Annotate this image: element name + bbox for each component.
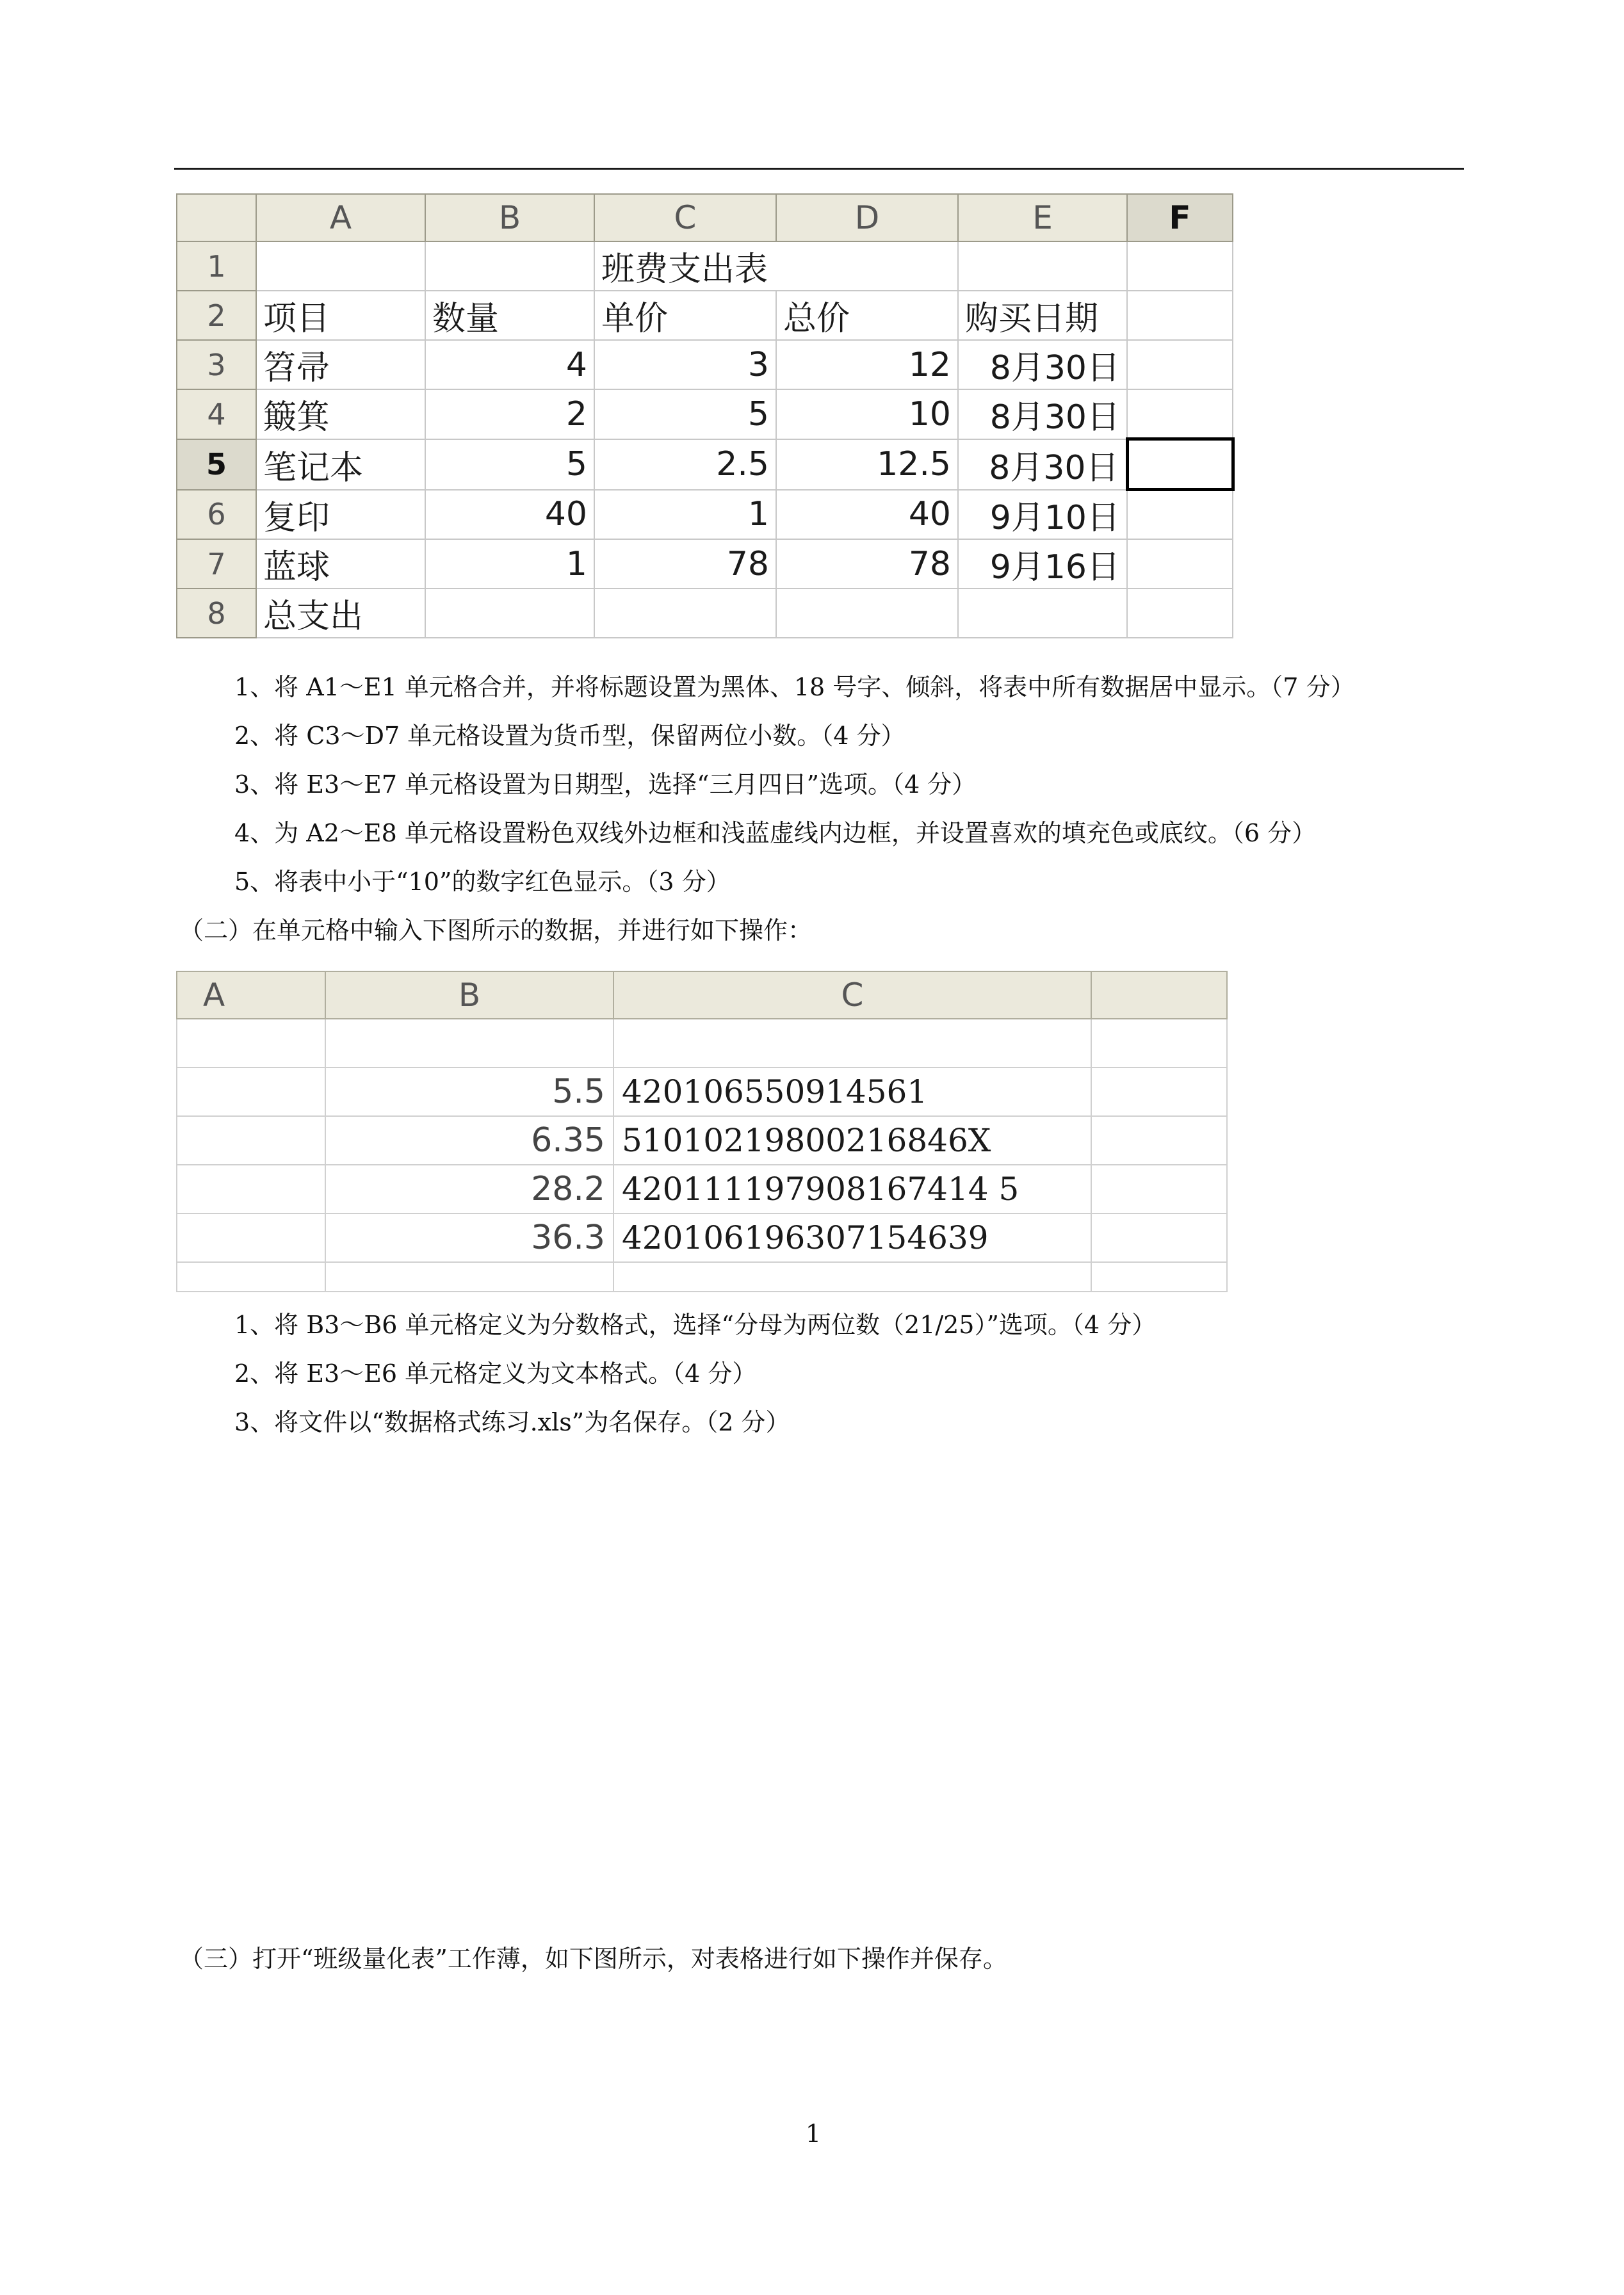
- unit-price-cell[interactable]: 78: [594, 539, 776, 588]
- cell[interactable]: [177, 1213, 325, 1262]
- row-header[interactable]: 6: [177, 490, 256, 540]
- column-header-e[interactable]: E: [958, 194, 1127, 241]
- task-1-5: 5、将表中小于“10”的数字红色显示。（3 分）: [234, 868, 731, 896]
- column-header-d[interactable]: [1091, 971, 1227, 1019]
- cell[interactable]: [776, 588, 958, 638]
- purchase-date-cell[interactable]: 8月30日: [958, 389, 1127, 439]
- total-price-cell[interactable]: 12.5: [776, 439, 958, 490]
- table-row: [177, 1213, 1227, 1262]
- row-header[interactable]: 4: [177, 389, 256, 439]
- cell[interactable]: [1127, 340, 1233, 389]
- header-cell[interactable]: 购买日期: [958, 291, 1127, 340]
- unit-price-cell[interactable]: 2.5: [594, 439, 776, 490]
- quantity-cell[interactable]: 4: [425, 340, 594, 389]
- cell[interactable]: [1091, 1067, 1227, 1116]
- row-header[interactable]: 7: [177, 539, 256, 588]
- number-cell[interactable]: 36.3: [325, 1213, 613, 1262]
- cell[interactable]: [1127, 241, 1233, 291]
- cell[interactable]: [177, 1019, 325, 1067]
- table-row: [177, 539, 1233, 588]
- table-row: [177, 1019, 1227, 1067]
- section-3-title: （三）打开“班级量化表”工作薄，如下图所示，对表格进行如下操作并保存。: [179, 1945, 1007, 1973]
- cell[interactable]: [177, 1262, 325, 1292]
- table-row: [177, 439, 1233, 490]
- table-row: [177, 490, 1233, 540]
- quantity-cell[interactable]: 5: [425, 439, 594, 490]
- column-header-f[interactable]: F: [1127, 194, 1233, 241]
- id-number-cell[interactable]: 420111197908167414 5: [613, 1165, 1091, 1213]
- column-header-row: [177, 971, 1227, 1019]
- cell[interactable]: [325, 1262, 613, 1292]
- cell[interactable]: [1127, 291, 1233, 340]
- item-cell[interactable]: 簸箕: [256, 389, 425, 439]
- column-header-a[interactable]: A: [256, 194, 425, 241]
- table-row: [177, 1262, 1227, 1292]
- select-all-corner[interactable]: [177, 194, 256, 241]
- column-header-row: [177, 194, 1233, 241]
- table-row: [177, 389, 1233, 439]
- id-number-cell[interactable]: 51010219800216846X: [613, 1116, 1091, 1165]
- cell[interactable]: [425, 588, 594, 638]
- expense-spreadsheet: [176, 193, 1235, 638]
- cell[interactable]: [1127, 490, 1233, 540]
- number-cell[interactable]: 5.5: [325, 1067, 613, 1116]
- cell[interactable]: [1127, 588, 1233, 638]
- item-cell[interactable]: 笤帚: [256, 340, 425, 389]
- number-cell[interactable]: 6.35: [325, 1116, 613, 1165]
- task-2-3: 3、将文件以“数据格式练习.xls”为名保存。（2 分）: [234, 1408, 790, 1436]
- cell[interactable]: [177, 1165, 325, 1213]
- total-label-cell[interactable]: 总支出: [256, 588, 425, 638]
- task-1-4: 4、为 A2～E8 单元格设置粉色双线外边框和浅蓝虚线内边框，并设置喜欢的填充色或底纹。（6 分）: [234, 819, 1317, 847]
- row-header-selected[interactable]: 5: [177, 439, 256, 490]
- header-cell[interactable]: 总价: [776, 291, 958, 340]
- cell[interactable]: [1091, 1262, 1227, 1292]
- cell[interactable]: [958, 588, 1127, 638]
- row-header[interactable]: 3: [177, 340, 256, 389]
- row-header[interactable]: 8: [177, 588, 256, 638]
- total-price-cell[interactable]: 12: [776, 340, 958, 389]
- column-header-b[interactable]: B: [325, 971, 613, 1019]
- column-header-c[interactable]: C: [613, 971, 1091, 1019]
- table-row: [177, 1067, 1227, 1116]
- unit-price-cell[interactable]: 5: [594, 389, 776, 439]
- table-row: [177, 291, 1233, 340]
- table-row: [177, 1165, 1227, 1213]
- unit-price-cell[interactable]: 3: [594, 340, 776, 389]
- cell[interactable]: [425, 241, 594, 291]
- cell[interactable]: [177, 1067, 325, 1116]
- task-1-3: 3、将 E3～E7 单元格设置为日期型，选择“三月四日”选项。（4 分）: [234, 770, 977, 799]
- header-rule: [174, 168, 1464, 170]
- id-number-cell[interactable]: 420106550914561: [613, 1067, 1091, 1116]
- task-2-1: 1、将 B3～B6 单元格定义为分数格式，选择“分母为两位数（21/25）”选项。（4 分）: [234, 1311, 1157, 1339]
- cell[interactable]: [958, 241, 1127, 291]
- row-header[interactable]: 1: [177, 241, 256, 291]
- item-cell[interactable]: 笔记本: [256, 439, 425, 490]
- column-header-c[interactable]: C: [594, 194, 776, 241]
- total-price-cell[interactable]: 10: [776, 389, 958, 439]
- column-header-b[interactable]: B: [425, 194, 594, 241]
- quantity-cell[interactable]: 2: [425, 389, 594, 439]
- cell[interactable]: [1091, 1019, 1227, 1067]
- task-1-2: 2、将 C3～D7 单元格设置为货币型，保留两位小数。（4 分）: [234, 722, 905, 750]
- table-row: [177, 1116, 1227, 1165]
- total-price-cell[interactable]: 40: [776, 490, 958, 540]
- cell[interactable]: [594, 588, 776, 638]
- total-price-cell[interactable]: 78: [776, 539, 958, 588]
- task-2-2: 2、将 E3～E6 单元格定义为文本格式。（4 分）: [234, 1359, 757, 1388]
- cell[interactable]: [613, 1019, 1091, 1067]
- item-cell[interactable]: 复印: [256, 490, 425, 540]
- cell[interactable]: [1091, 1116, 1227, 1165]
- column-header-a[interactable]: A: [177, 971, 325, 1019]
- section-2-title: （二）在单元格中输入下图所示的数据，并进行如下操作：: [179, 916, 813, 945]
- cell[interactable]: [256, 241, 425, 291]
- item-cell[interactable]: 蓝球: [256, 539, 425, 588]
- format-spreadsheet: [176, 971, 1228, 1292]
- task-1-1: 1、将 A1～E1 单元格合并，并将标题设置为黑体、18 号字、倾斜，将表中所有数据居中显示。（7 分）: [234, 673, 1355, 701]
- cell[interactable]: [1127, 389, 1233, 439]
- purchase-date-cell[interactable]: 9月10日: [958, 490, 1127, 540]
- id-number-cell[interactable]: 420106196307154639: [613, 1213, 1091, 1262]
- sheet-title-cell[interactable]: 班费支出表: [594, 241, 958, 291]
- cell[interactable]: [1091, 1213, 1227, 1262]
- unit-price-cell[interactable]: 1: [594, 490, 776, 540]
- table-row: [177, 241, 1233, 291]
- row-header[interactable]: 2: [177, 291, 256, 340]
- table-row: [177, 588, 1233, 638]
- quantity-cell[interactable]: 1: [425, 539, 594, 588]
- header-cell[interactable]: 项目: [256, 291, 425, 340]
- purchase-date-cell[interactable]: 8月30日: [958, 439, 1127, 490]
- page-number: 1: [805, 2120, 822, 2148]
- active-cell[interactable]: [1127, 439, 1233, 490]
- purchase-date-cell[interactable]: 9月16日: [958, 539, 1127, 588]
- cell[interactable]: [325, 1019, 613, 1067]
- header-cell[interactable]: 单价: [594, 291, 776, 340]
- cell[interactable]: [613, 1262, 1091, 1292]
- table-row: [177, 340, 1233, 389]
- number-cell[interactable]: 28.2: [325, 1165, 613, 1213]
- cell[interactable]: [1091, 1165, 1227, 1213]
- header-cell[interactable]: 数量: [425, 291, 594, 340]
- cell[interactable]: [177, 1116, 325, 1165]
- column-header-d[interactable]: D: [776, 194, 958, 241]
- quantity-cell[interactable]: 40: [425, 490, 594, 540]
- purchase-date-cell[interactable]: 8月30日: [958, 340, 1127, 389]
- cell[interactable]: [1127, 539, 1233, 588]
